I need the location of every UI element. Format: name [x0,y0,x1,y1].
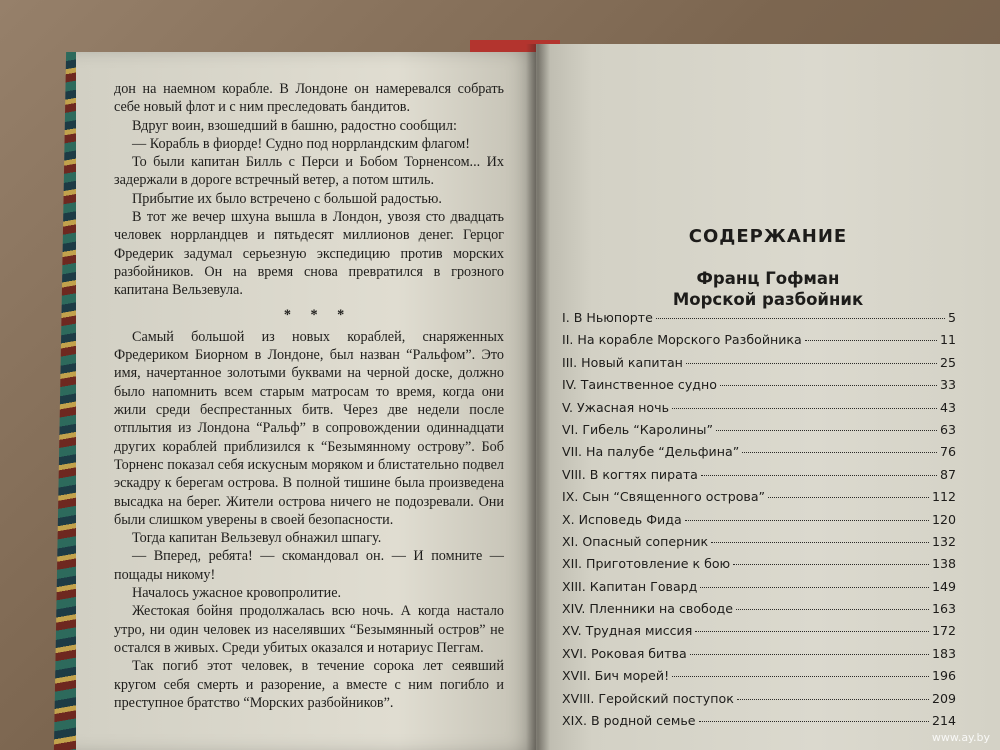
toc-leader-dots [716,430,937,431]
toc-row [562,310,956,332]
toc-row [562,444,956,466]
toc-row [562,691,956,713]
left-page [76,52,536,750]
toc-row [562,422,956,444]
toc-page-number: 214 [931,713,956,729]
section-separator: * * * [283,306,353,323]
paragraph: Жестокая бойня продолжалась всю ночь. А когда настало утро, ни один человек из населявших “Безымянный остров” не остался в живых. Среди убитых оказался и нотариус Пеггам. [114,603,504,656]
paragraph: Прибытие их было встречено с большой радостью. [132,190,442,207]
toc-page-number: 25 [939,354,956,370]
toc-chapter-title: X. Исповедь Фида [562,511,682,527]
toc-row [562,512,956,534]
toc-chapter-title: XVII. Бич морей! [562,668,670,684]
toc-page-number: 138 [931,556,956,572]
toc-chapter-title: III. Новый капитан [562,354,683,370]
paragraph: Так погиб этот человек, в течение сорока лет сеявший кругом себя смерть и разорение, а вместе с ним погибло и преступное братство “Морских разбойников”. [114,658,504,711]
toc-leader-dots [742,452,937,453]
toc-page-number: 163 [931,601,956,617]
toc-chapter-title: I. В Ньюпорте [562,310,653,325]
toc-row [562,355,956,377]
toc-chapter-title: XIII. Капитан Говард [562,578,698,594]
paragraph: — Корабль в фиорде! Судно под норрландским флагом! [132,135,470,152]
toc-leader-dots [656,318,945,319]
paragraph: Самый большой из новых кораблей, снаряженных Фредериком Биорном в Лондоне, был назван “Ральфом”. Это имя, начертанное золотыми буквами на черной доске, должно было напомнить всем старым матросам то время, когда они жили среди беспрестанных битв. Через две недели после отплытия из Лондона “Ральф” в сопровождении одиннадцати других кораблей приблизился к “Безымянному острову”. Боб Торненс показал себя искусным моряком и блистательно подвел эскадру к берегам острова. В полной тишине была произведена высадка на берег. Жители острова ничего не подозревали. Они были слишком уверены в своей безопасности. [114,328,504,528]
book-gutter [526,44,550,750]
table-of-contents [562,310,956,735]
toc-leader-dots [690,654,929,655]
toc-page-number: 76 [939,444,956,460]
toc-row [562,646,956,668]
watermark: www.ay.by [931,731,990,744]
toc-page-number: 87 [939,466,956,482]
toc-chapter-title: XVI. Роковая битва [562,645,687,661]
toc-chapter-title: XII. Приготовление к бою [562,556,731,572]
toc-row [562,579,956,601]
toc-leader-dots [711,542,929,543]
toc-chapter-title: XV. Трудная миссия [562,623,693,639]
paragraph: Тогда капитан Вельзевул обнажил шпагу. [132,530,382,547]
toc-leader-dots [733,564,929,565]
right-page [536,44,1000,750]
toc-chapter-title: IX. Сын “Священного острова” [562,489,766,505]
toc-page-number: 120 [931,511,956,527]
toc-leader-dots [720,385,937,386]
toc-leader-dots [672,408,937,409]
paragraph: В тот же вечер шхуна вышла в Лондон, увозя сто двадцать человек норрландцев и пятьдесят миллионов денег. Герцог Фредерик задумал серьезную экспедицию против морских разбойников. Он на время снова превратился в грозного капитана Вельзевула. [114,209,504,299]
toc-leader-dots [768,497,929,498]
toc-chapter-title: VI. Гибель “Каролины” [562,421,714,437]
toc-leader-dots [672,676,929,677]
toc-row [562,534,956,556]
paragraph: Началось ужасное кровопролитие. [132,585,342,602]
toc-book-title: Морской разбойник [672,290,864,309]
toc-leader-dots [700,587,929,588]
toc-page-number: 172 [931,623,956,639]
toc-row [562,601,956,623]
toc-leader-dots [686,363,937,364]
toc-leader-dots [736,609,929,610]
toc-row [562,623,956,645]
toc-chapter-title: V. Ужасная ночь [562,399,669,415]
toc-page-number: 5 [947,310,956,325]
toc-page-number: 209 [931,690,956,706]
toc-page-number: 183 [931,645,956,661]
toc-row [562,467,956,489]
toc-page-number: 43 [939,399,956,415]
toc-page-number: 149 [931,578,956,594]
paragraph: дон на наемном корабле. В Лондоне он намеревался собрать себе новый флот и с ним преследовать бандитов. [114,81,504,116]
toc-chapter-title: XI. Опасный соперник [562,533,709,549]
toc-row [562,556,956,578]
toc-author-block [536,268,1000,310]
toc-author: Франц Гофман [696,269,840,288]
toc-page-number: 132 [931,533,956,549]
toc-chapter-title: II. На корабле Морского Разбойника [562,332,802,348]
toc-leader-dots [685,520,929,521]
toc-row [562,668,956,690]
toc-leader-dots [699,721,929,722]
paragraph: Вдруг воин, взошедший в башню, радостно сообщил: [132,117,457,134]
toc-page-number: 33 [939,377,956,393]
toc-leader-dots [701,475,937,476]
paragraph: — Вперед, ребята! — скомандовал он. — И помните — пощады никому! [114,548,504,583]
toc-row [562,713,956,735]
toc-chapter-title: IV. Таинственное судно [562,377,717,393]
contents-heading: СОДЕРЖАНИЕ [688,226,848,247]
toc-page-number: 112 [931,489,956,505]
toc-chapter-title: VIII. В когтях пирата [562,466,698,482]
toc-page-number: 11 [939,332,956,348]
toc-leader-dots [805,340,937,341]
left-page-text [114,80,504,712]
toc-row [562,332,956,354]
paragraph: То были капитан Билль с Перси и Бобом Торненсом... Их задержали в дороге встречный ветер, а потом штиль. [114,154,504,189]
toc-leader-dots [695,631,929,632]
toc-chapter-title: XVIII. Геройский поступок [562,690,734,706]
toc-chapter-title: XIX. В родной семье [562,713,696,729]
toc-row [562,489,956,511]
toc-leader-dots [737,699,929,700]
toc-chapter-title: XIV. Пленники на свободе [562,601,733,617]
toc-page-number: 196 [931,668,956,684]
toc-row [562,377,956,399]
toc-row [562,400,956,422]
toc-chapter-title: VII. На палубе “Дельфина” [562,444,740,460]
toc-page-number: 63 [939,421,956,437]
